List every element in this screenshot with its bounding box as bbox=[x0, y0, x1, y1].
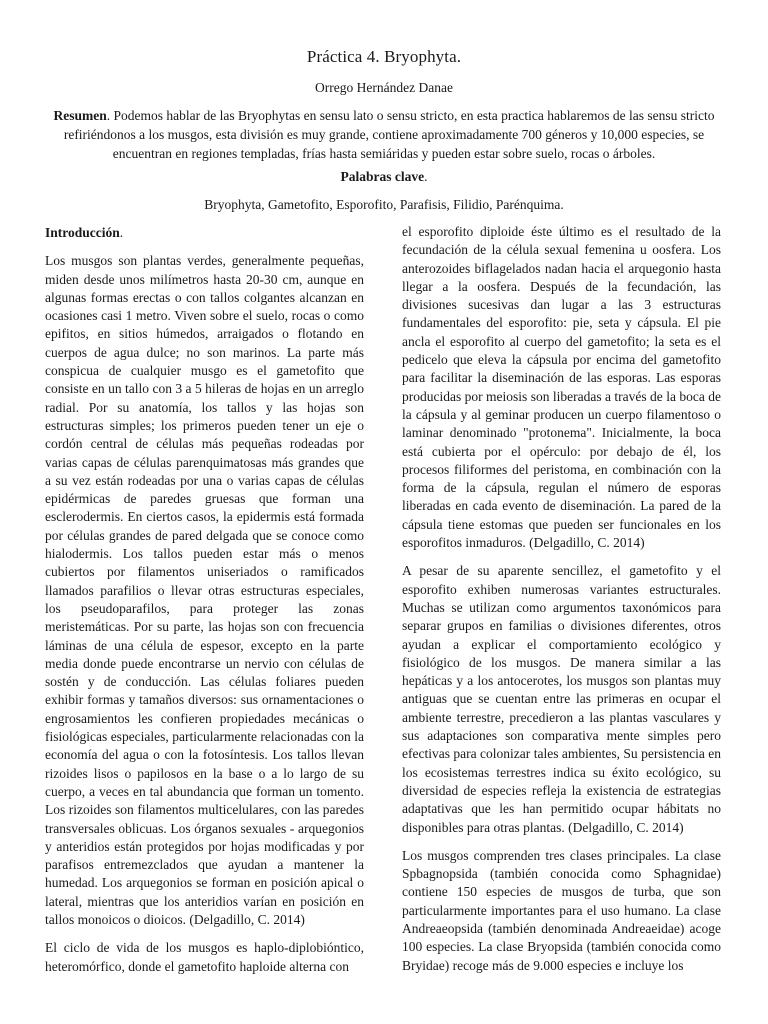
keywords-list: Bryophyta, Gametofito, Esporofito, Parafisis, Filidio, Parénquima. bbox=[204, 197, 564, 212]
paragraph: A pesar de su aparente sencillez, el gametofito y el esporofito exhiben numerosas variantes estructurales. Muchas se utilizan como argumentos taxonómicos para separar grupos en familias o divisiones diferentes, otros ayudan a explicar el comportamiento ecológico y fisiológico de los musgos. De manera similar a las hepáticas y a los antocerotes, los musgos son plantas muy antiguas que se cuentan entre las primeras en ocupar el ambiente terrestre, precedieron a las plantas vasculares y sus adaptaciones son comparativa mente simples pero efectivas para colonizar tales ambientes, Su persistencia en los ecosistemas terrestres indica su éxito ecológico, su diversidad de especies refleja la existencia de estrategias adaptativas que les han permitido ocupar hábitats no disponibles para otras plantas. (Delgadillo, C. 2014) bbox=[402, 563, 721, 835]
intro-label-dot: . bbox=[119, 225, 124, 240]
keywords-label-dot: . bbox=[424, 169, 428, 184]
section-heading-introduction bbox=[45, 224, 364, 242]
keywords-heading bbox=[0, 169, 768, 185]
author-name: Orrego Hernández Danae bbox=[315, 80, 453, 95]
abstract-text: . Podemos hablar de las Bryophytas en sensu lato o sensu stricto, en esta practica hablaremos de las sensu stricto refiriéndonos a los musgos, esta división es muy grande, contiene aproximadamente 700 géneros y 10,000 especies, se encuentran en regiones templadas, frías hasta semiáridas y pueden estar sobre suelo, rocas o árboles. bbox=[63, 108, 715, 161]
right-column bbox=[402, 223, 721, 1023]
paragraph: El ciclo de vida de los musgos es haplo-diplobióntico, heteromórfico, donde el gametofito haploide alterna con bbox=[45, 940, 364, 974]
abstract bbox=[40, 106, 728, 163]
abstract-label: Resumen bbox=[53, 108, 107, 123]
keywords-label: Palabras clave bbox=[340, 169, 425, 184]
paragraph: Los musgos son plantas verdes, generalmente pequeñas, miden desde unos milímetros hasta 20-30 cm, aunque en algunas formas erectas o con tallos colgantes alcanzan en ocasiones casi 1 metro. Viven sobre el suelo, rocas o como epifitos, en sitios húmedos, arraigados o flotando en cuerpos de agua dulce; no son marinos. La parte más conspicua de cualquier musgo es el gametofito que consiste en un tallo con 3 a 5 hileras de hojas en un arreglo radial. Por su anatomía, los tallos y las hojas son estructuras simples; los primeros pueden tener un eje o cordón central de células más pequeñas rodeadas por varias capas de células parenquimatosas más grandes que a su vez están rodeadas por una o varias capas de células epidérmicas de paredes gruesas que forman una esclerodermis. En ciertos casos, la epidermis está formada por células grandes de pared delgada que se conoce como hialodermis. Los tallos pueden estar más o menos cubiertos por filamentos uniseriados o ramificados llamados parafilios o llevar otras estructuras especiales, los pseudoparafilos, para proteger las zonas meristemáticas. Por su parte, las hojas son con frecuencia láminas de una célula de espesor, excepto en la parte media donde puede encontrarse un nervio con células de sostén y de conducción. Las células foliares pueden exhibir formas y tamaños diversos: sus ornamentaciones o engrosamientos les confieren propiedades mecánicas o fisiológicas especiales, particularmente relacionadas con la economía del agua o con la fotosíntesis. Los tallos llevan rizoides lisos o papilosos en la base o a lo largo de su cuerpo, a veces en tal abundancia que forman un tomento. Los rizoides son filamentos multicelulares, con las paredes transversales oblicuas. Los órganos sexuales - arquegonios y anteridios están protegidos por hojas modificadas y por parafisos entremezclados que ayudan a mantener la humedad. Los arquegonios se forman en posición apical o lateral, mientras que los anteridios varían en posición en tallos monoicos o dioicos. (Delgadillo, C. 2014) bbox=[45, 253, 364, 927]
document-title: Práctica 4. Bryophyta. bbox=[306, 47, 462, 66]
intro-label: Introducción bbox=[45, 225, 120, 240]
left-column bbox=[45, 224, 364, 1024]
paragraph: el esporofito diploide éste último es el resultado de la fecundación de la célula sexual femenina u oosfera. Los anterozoides biflagelados nadan hacia el arquegonio hasta llegar a la oosfera. Después de la fecundación, las divisiones sucesivas dan lugar a las 3 estructuras fundamentales del esporofito: pie, seta y cápsula. El pie ancla el esporofito al cuerpo del gametofito; la seta es el pedicelo que eleva la cápsula por encima del gametofito para facilitar la diseminación de las esporas. Las esporas producidas por meiosis son liberadas a través de la boca de la cápsula y al geminar producen un cuerpo filamentoso o laminar denominado "protonema". Inicialmente, la boca está cubierta por el opérculo: por debajo de él, los procesos filiformes del peristoma, en combinación con la forma de la cápsula, regulan el número de esporas liberadas en cada evento de diseminación. La pared de la cápsula tiene estomas que pueden ser funcionales en los esporofitos inmaduros. (Delgadillo, C. 2014) bbox=[402, 224, 721, 551]
paragraph: Los musgos comprenden tres clases principales. La clase Spbagnopsida (también conocida como Sphagnidae) contiene 150 especies de musgos de turba, que son particularmente importantes para el uso humano. La clase Andreaeopsida (también denominada Andreaeidae) acoge 100 especies. La clase Bryopsida (también conocida como Bryidae) recoge más de 9.000 especies e incluye los bbox=[402, 847, 721, 973]
